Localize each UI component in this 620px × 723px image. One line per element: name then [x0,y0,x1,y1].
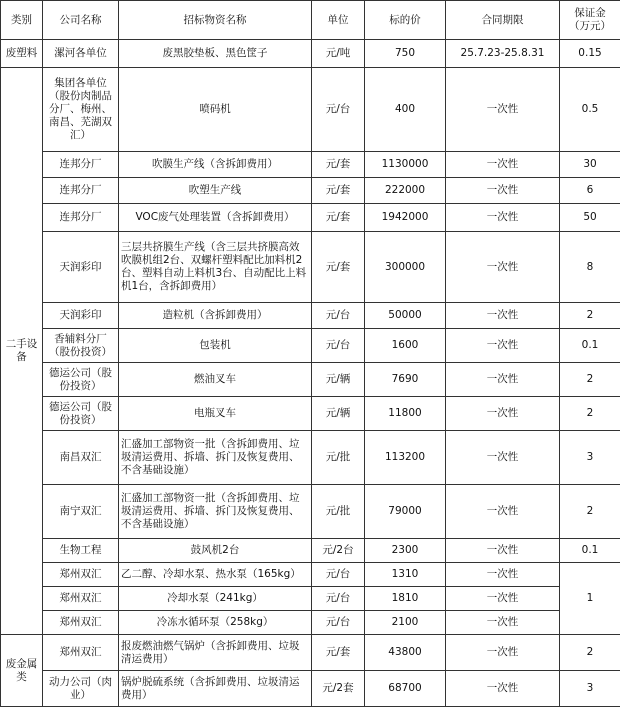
company-cell: 郑州双汇 [43,611,119,635]
term-cell: 一次性 [446,397,560,431]
price-cell: 1810 [365,587,446,611]
item-cell: 吹膜生产线（含拆卸费用） [119,152,312,178]
unit-cell: 元/台 [312,303,365,329]
unit-cell: 元/台 [312,68,365,152]
deposit-cell: 0.5 [560,68,620,152]
unit-cell: 元/2台 [312,539,365,563]
header-company: 公司名称 [43,1,119,40]
company-cell: 南昌双汇 [43,431,119,485]
company-cell: 郑州双汇 [43,563,119,587]
item-cell: 汇盛加工部物资一批（含拆卸费用、垃圾清运费用、拆墙、拆门及恢复费用、不含基础设施） [119,485,312,539]
price-cell: 222000 [365,178,446,204]
company-cell: 天润彩印 [43,232,119,303]
term-cell: 一次性 [446,232,560,303]
deposit-cell: 3 [560,431,620,485]
term-cell: 25.7.23-25.8.31 [446,40,560,68]
item-cell: 废黑胶垫板、黑色筐子 [119,40,312,68]
unit-cell: 元/辆 [312,397,365,431]
deposit-cell: 0.15 [560,40,620,68]
header-item: 招标物资名称 [119,1,312,40]
deposit-cell: 2 [560,397,620,431]
term-cell: 一次性 [446,611,560,635]
company-cell: 漯河各单位 [43,40,119,68]
price-cell: 7690 [365,363,446,397]
deposit-cell: 1 [560,563,620,635]
term-cell: 一次性 [446,178,560,204]
unit-cell: 元/套 [312,152,365,178]
company-cell: 动力公司（肉业） [43,671,119,707]
header-price: 标的价 [365,1,446,40]
deposit-cell: 8 [560,232,620,303]
company-cell: 生物工程 [43,539,119,563]
table-row [1,587,620,611]
price-cell: 1130000 [365,152,446,178]
header-term: 合同期限 [446,1,560,40]
table-row [1,563,620,587]
term-cell: 一次性 [446,539,560,563]
company-cell: 南宁双汇 [43,485,119,539]
price-cell: 50000 [365,303,446,329]
item-cell: 锅炉脱硫系统（含拆卸费用、垃圾清运费用） [119,671,312,707]
deposit-cell: 0.1 [560,329,620,363]
table-row [1,397,620,431]
price-cell: 2100 [365,611,446,635]
category-cell: 废塑料 [1,40,43,68]
header-deposit: 保证金 （万元） [560,1,620,40]
category-cell: 二手设备 [1,68,43,635]
table-row [1,40,620,68]
company-cell: 香辅料分厂（股份投资） [43,329,119,363]
price-cell: 1942000 [365,204,446,232]
term-cell: 一次性 [446,68,560,152]
company-cell: 集团各单位（股份肉制品分厂、梅州、南昌、芜湖双汇） [43,68,119,152]
table-row [1,204,620,232]
header-category: 类别 [1,1,43,40]
term-cell: 一次性 [446,204,560,232]
price-cell: 1310 [365,563,446,587]
term-cell: 一次性 [446,329,560,363]
term-cell: 一次性 [446,431,560,485]
unit-cell: 元/台 [312,329,365,363]
item-cell: 电瓶叉车 [119,397,312,431]
unit-cell: 元/套 [312,204,365,232]
item-cell: 冷冻水循环泵（258kg） [119,611,312,635]
table-row [1,431,620,485]
term-cell: 一次性 [446,563,560,587]
deposit-cell: 50 [560,204,620,232]
table-row [1,611,620,635]
deposit-cell: 6 [560,178,620,204]
table-row [1,485,620,539]
price-cell: 2300 [365,539,446,563]
term-cell: 一次性 [446,363,560,397]
price-cell: 11800 [365,397,446,431]
term-cell: 一次性 [446,635,560,671]
deposit-cell: 2 [560,363,620,397]
table-row [1,68,620,152]
term-cell: 一次性 [446,671,560,707]
deposit-cell: 2 [560,303,620,329]
header-row [1,1,620,40]
price-cell: 750 [365,40,446,68]
item-cell: 吹塑生产线 [119,178,312,204]
deposit-cell: 30 [560,152,620,178]
table-row [1,635,620,671]
unit-cell: 元/台 [312,611,365,635]
term-cell: 一次性 [446,485,560,539]
deposit-cell: 2 [560,635,620,671]
price-cell: 68700 [365,671,446,707]
header-unit: 单位 [312,1,365,40]
unit-cell: 元/2套 [312,671,365,707]
company-cell: 连邦分厂 [43,178,119,204]
item-cell: 报废燃油燃气锅炉（含拆卸费用、垃圾清运费用） [119,635,312,671]
unit-cell: 元/套 [312,635,365,671]
unit-cell: 元/吨 [312,40,365,68]
term-cell: 一次性 [446,303,560,329]
table-row [1,671,620,707]
unit-cell: 元/套 [312,232,365,303]
company-cell: 连邦分厂 [43,152,119,178]
deposit-cell: 3 [560,671,620,707]
table-row [1,232,620,303]
item-cell: 汇盛加工部物资一批（含拆卸费用、垃圾清运费用、拆墙、拆门及恢复费用、不含基础设施） [119,431,312,485]
deposit-cell: 0.1 [560,539,620,563]
item-cell: 喷码机 [119,68,312,152]
term-cell: 一次性 [446,152,560,178]
item-cell: 燃油叉车 [119,363,312,397]
table-row [1,329,620,363]
company-cell: 德运公司（股份投资） [43,363,119,397]
deposit-cell: 2 [560,485,620,539]
price-cell: 79000 [365,485,446,539]
unit-cell: 元/辆 [312,363,365,397]
unit-cell: 元/批 [312,431,365,485]
price-cell: 300000 [365,232,446,303]
company-cell: 德运公司（股份投资） [43,397,119,431]
unit-cell: 元/台 [312,563,365,587]
table-row [1,178,620,204]
term-cell: 一次性 [446,587,560,611]
company-cell: 天润彩印 [43,303,119,329]
price-cell: 1600 [365,329,446,363]
item-cell: 包装机 [119,329,312,363]
unit-cell: 元/批 [312,485,365,539]
table-row [1,539,620,563]
item-cell: VOC废气处理装置（含拆卸费用） [119,204,312,232]
item-cell: 冷却水泵（241kg） [119,587,312,611]
price-cell: 43800 [365,635,446,671]
table-row [1,363,620,397]
item-cell: 造粒机（含拆卸费用） [119,303,312,329]
category-cell: 废金属类 [1,635,43,707]
item-cell: 鼓风机2台 [119,539,312,563]
table-row [1,152,620,178]
company-cell: 连邦分厂 [43,204,119,232]
item-cell: 三层共挤膜生产线（含三层共挤膜高效吹膜机组2台、双螺杆塑料配比加料机2台、塑料自动上料机3台、自动配比上料机1台，含拆卸费用） [119,232,312,303]
price-cell: 400 [365,68,446,152]
unit-cell: 元/台 [312,587,365,611]
company-cell: 郑州双汇 [43,587,119,611]
company-cell: 郑州双汇 [43,635,119,671]
price-cell: 113200 [365,431,446,485]
table-row [1,303,620,329]
item-cell: 乙二醇、冷却水泵、热水泵（165kg） [119,563,312,587]
unit-cell: 元/套 [312,178,365,204]
